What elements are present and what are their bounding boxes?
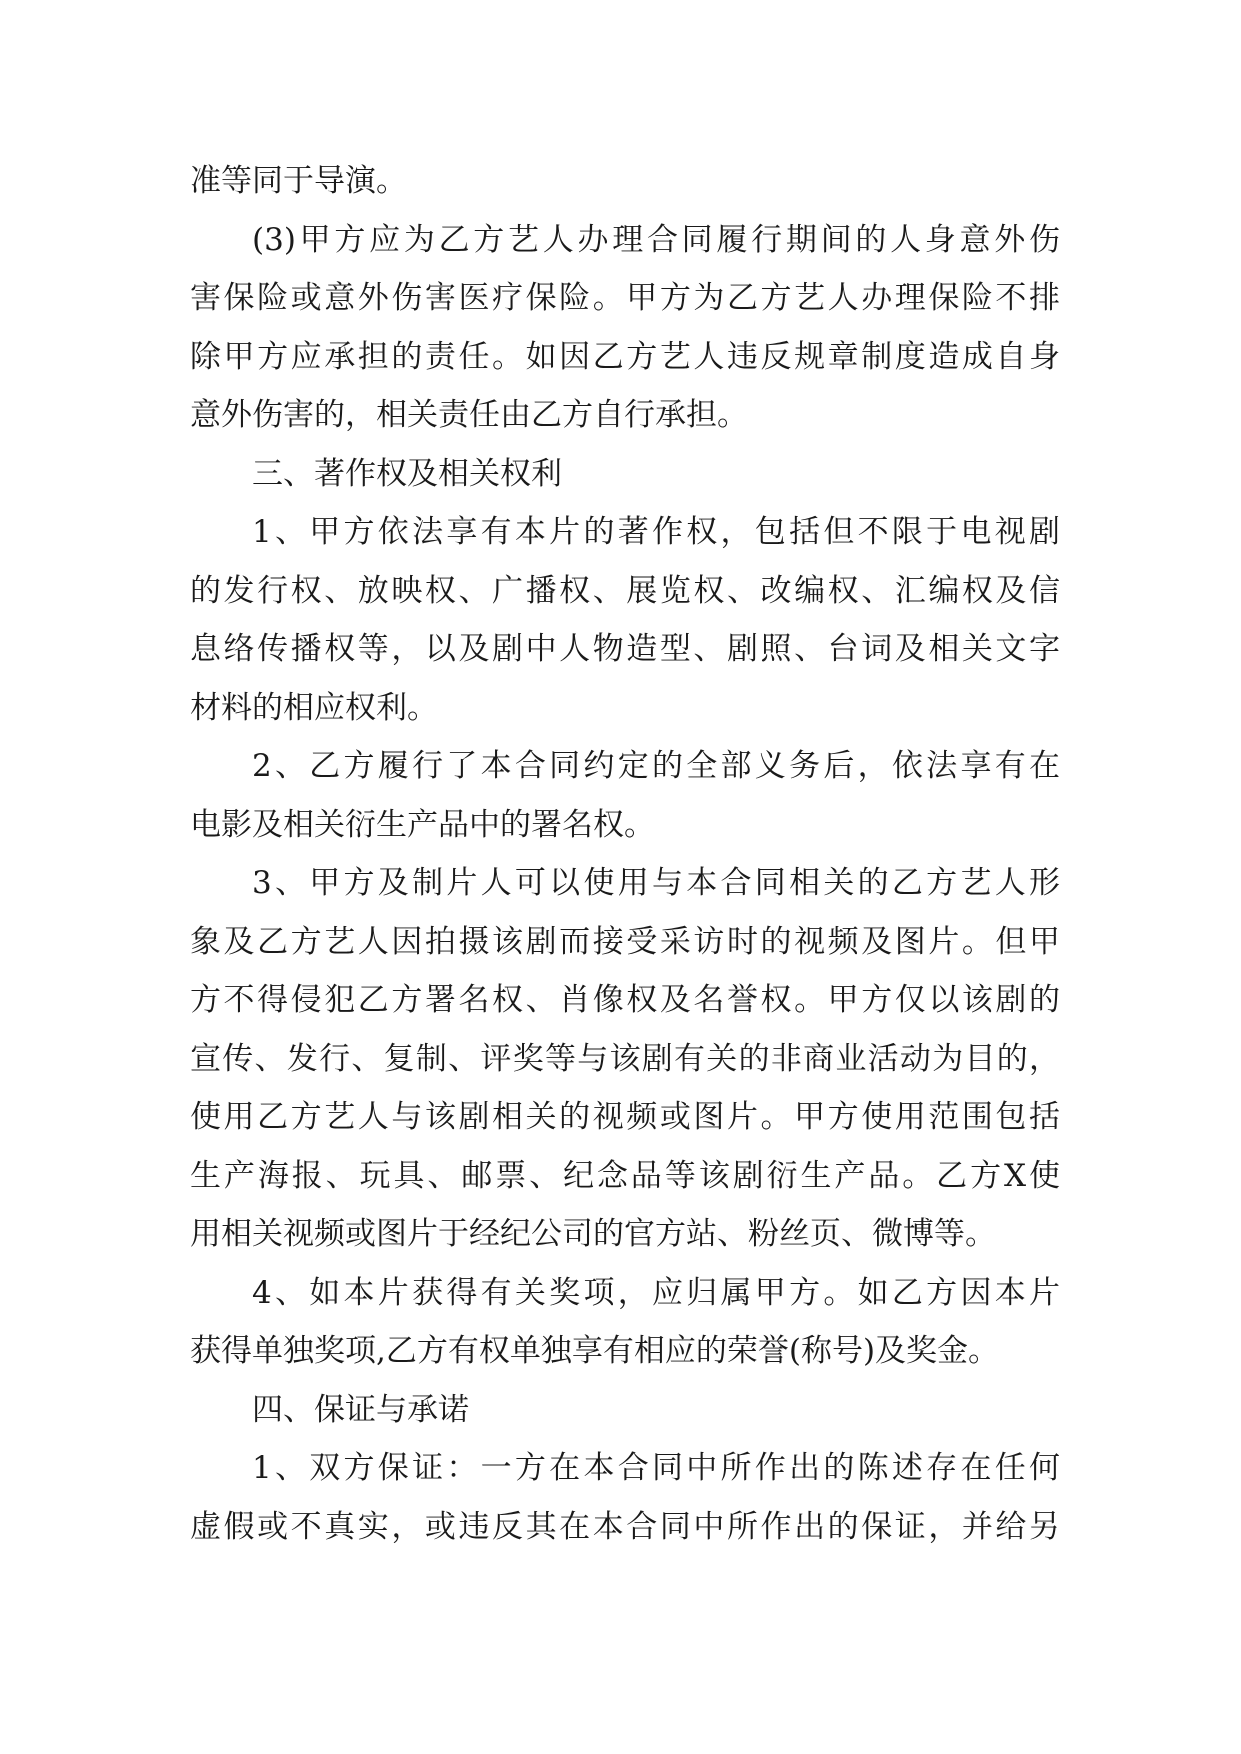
text-line: 2、乙方履行了本合同约定的全部义务后，依法享有在 — [252, 748, 1060, 784]
text-line: 生产海报、玩具、邮票、纪念品等该剧衍生产品。乙方X使 — [190, 1157, 1060, 1194]
section-heading: 三、著作权及相关权利 — [252, 455, 562, 492]
text-line: (3)甲方应为乙方艺人办理合同履行期间的人身意外伤 — [252, 221, 1060, 258]
text-line: 电影及相关衍生产品中的署名权。 — [190, 806, 655, 843]
text-line: 除甲方应承担的责任。如因乙方艺人违反规章制度造成自身 — [190, 338, 1060, 375]
text-line: 象及乙方艺人因拍摄该剧而接受采访时的视频及图片。但甲 — [190, 923, 1060, 960]
section-heading: 四、保证与承诺 — [252, 1391, 469, 1428]
text-line: 1、双方保证：一方在本合同中所作出的陈述存在任何 — [252, 1450, 1060, 1486]
text-line: 用相关视频或图片于经纪公司的官方站、粉丝页、微博等。 — [190, 1216, 996, 1252]
text-line: 意外伤害的，相关责任由乙方自行承担。 — [190, 397, 748, 433]
text-line: 害保险或意外伤害医疗保险。甲方为乙方艺人办理保险不排 — [190, 280, 1060, 316]
text-line: 获得单独奖项,乙方有权单独享有相应的荣誉(称号)及奖金。 — [190, 1333, 1000, 1369]
text-line: 虚假或不真实，或违反其在本合同中所作出的保证，并给另 — [190, 1508, 1060, 1545]
text-line: 息络传播权等，以及剧中人物造型、剧照、台词及相关文字 — [190, 631, 1060, 667]
text-line: 1、甲方依法享有本片的著作权，包括但不限于电视剧 — [252, 514, 1060, 550]
text-line: 4、如本片获得有关奖项，应归属甲方。如乙方因本片 — [252, 1274, 1060, 1311]
text-line: 3、甲方及制片人可以使用与本合同相关的乙方艺人形 — [252, 865, 1060, 901]
text-line: 的发行权、放映权、广播权、展览权、改编权、汇编权及信 — [190, 572, 1060, 609]
text-line: 使用乙方艺人与该剧相关的视频或图片。甲方使用范围包括 — [190, 1099, 1060, 1135]
text-line: 材料的相应权利。 — [190, 689, 438, 726]
document-body — [190, 152, 1060, 1556]
text-line: 方不得侵犯乙方署名权、肖像权及名誉权。甲方仅以该剧的 — [190, 982, 1060, 1018]
text-line: 宣传、发行、复制、评奖等与该剧有关的非商业活动为目的， — [190, 1040, 1060, 1077]
text-line: 准等同于导演。 — [190, 163, 407, 199]
